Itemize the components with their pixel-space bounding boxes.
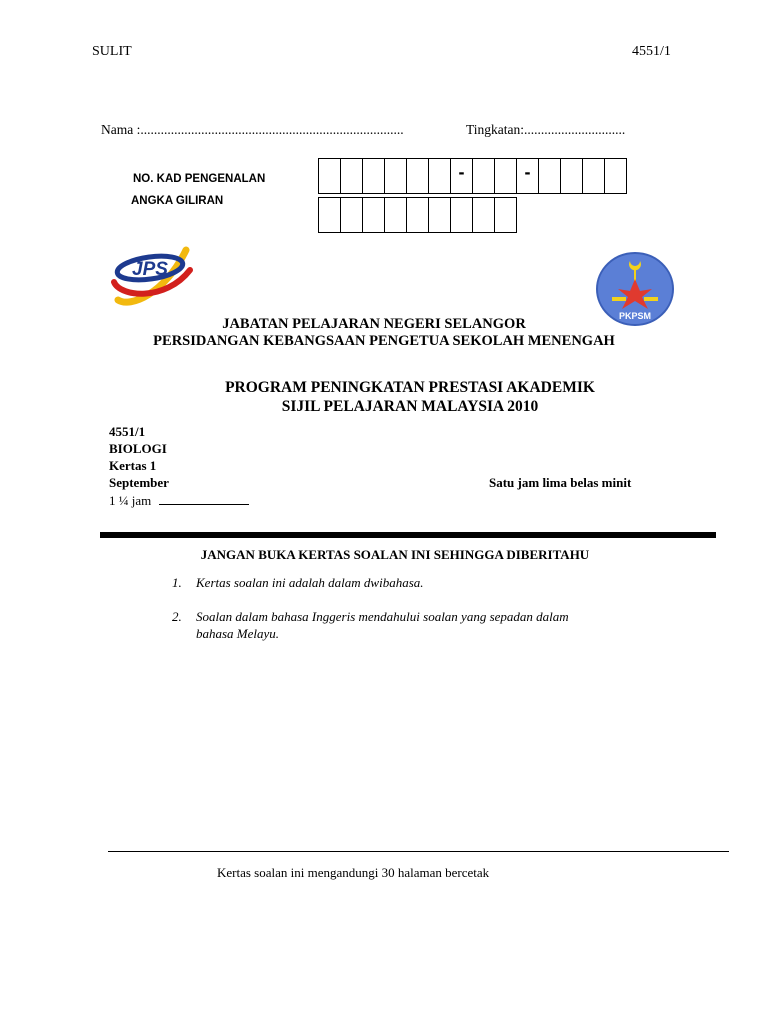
ic-box xyxy=(561,159,583,193)
ic-label: NO. KAD PENGENALAN xyxy=(133,173,266,185)
ic-box xyxy=(605,159,627,193)
angka-box xyxy=(319,198,341,232)
ic-box xyxy=(385,159,407,193)
ic-box xyxy=(341,159,363,193)
paper-subject: BIOLOGI xyxy=(109,441,167,456)
program-line-1: PROGRAM PENINGKATAN PRESTASI AKADEMIK xyxy=(225,379,595,396)
ic-box xyxy=(407,159,429,193)
header-left: SULIT xyxy=(92,44,132,59)
org-line-1: JABATAN PELAJARAN NEGERI SELANGOR xyxy=(222,316,526,332)
pkpsm-logo-text: PKPSM xyxy=(618,311,652,321)
instruction-2-number: 2. xyxy=(172,609,182,624)
paper-code: 4551/1 xyxy=(109,424,146,439)
instruction-1-number: 1. xyxy=(172,575,182,590)
nama-dots: .............................................................................. xyxy=(140,122,404,137)
instruction-2-text: Soalan dalam bahasa Inggeris mendahului soalan yang sepadan dalam xyxy=(196,609,569,624)
paper-duration xyxy=(109,493,249,509)
thick-divider xyxy=(100,532,716,538)
angka-box xyxy=(473,198,495,232)
angka-box xyxy=(363,198,385,232)
angka-box xyxy=(385,198,407,232)
duration-underline xyxy=(159,504,249,505)
instruction-2-text-cont: bahasa Melayu. xyxy=(196,626,280,641)
footer-note: Kertas soalan ini mengandungi 30 halaman bercetak xyxy=(217,865,490,880)
ic-box xyxy=(363,159,385,193)
org-line-2: PERSIDANGAN KEBANGSAAN PENGETUA SEKOLAH MENENGAH xyxy=(153,333,615,349)
warning-heading: JANGAN BUKA KERTAS SOALAN INI SEHINGGA DIBERITAHU xyxy=(200,547,590,562)
program-line-2: SIJIL PELAJARAN MALAYSIA 2010 xyxy=(281,398,539,415)
ic-box xyxy=(495,159,517,193)
nama-field xyxy=(101,122,404,138)
paper-duration-text: Satu jam lima belas minit xyxy=(489,475,632,490)
ic-number-boxes xyxy=(318,158,627,194)
angka-box xyxy=(429,198,451,232)
instruction-1-text: Kertas soalan ini adalah dalam dwibahasa. xyxy=(196,575,424,590)
ic-box xyxy=(583,159,605,193)
ic-box-separator xyxy=(451,159,473,193)
angka-giliran-boxes xyxy=(318,197,517,233)
tingkatan-label: Tingkatan: xyxy=(466,122,525,137)
angka-box xyxy=(407,198,429,232)
tingkatan-field xyxy=(466,122,625,138)
paper-month: September xyxy=(109,475,169,490)
ic-box xyxy=(539,159,561,193)
ic-box xyxy=(319,159,341,193)
angka-label: ANGKA GILIRAN xyxy=(131,195,224,207)
angka-box xyxy=(451,198,473,232)
ic-box-separator xyxy=(517,159,539,193)
tingkatan-dots: .............................. xyxy=(524,122,626,137)
ic-box xyxy=(473,159,495,193)
jps-logo xyxy=(110,242,194,312)
paper-kertas: Kertas 1 xyxy=(109,458,157,473)
paper-duration-value: 1 ¼ jam xyxy=(109,493,152,508)
ic-box xyxy=(429,159,451,193)
header-right: 4551/1 xyxy=(632,44,671,59)
nama-label: Nama : xyxy=(101,122,141,137)
footer-divider xyxy=(108,851,729,852)
angka-box xyxy=(341,198,363,232)
angka-box xyxy=(495,198,517,232)
jps-logo-text: JPS xyxy=(132,259,168,280)
